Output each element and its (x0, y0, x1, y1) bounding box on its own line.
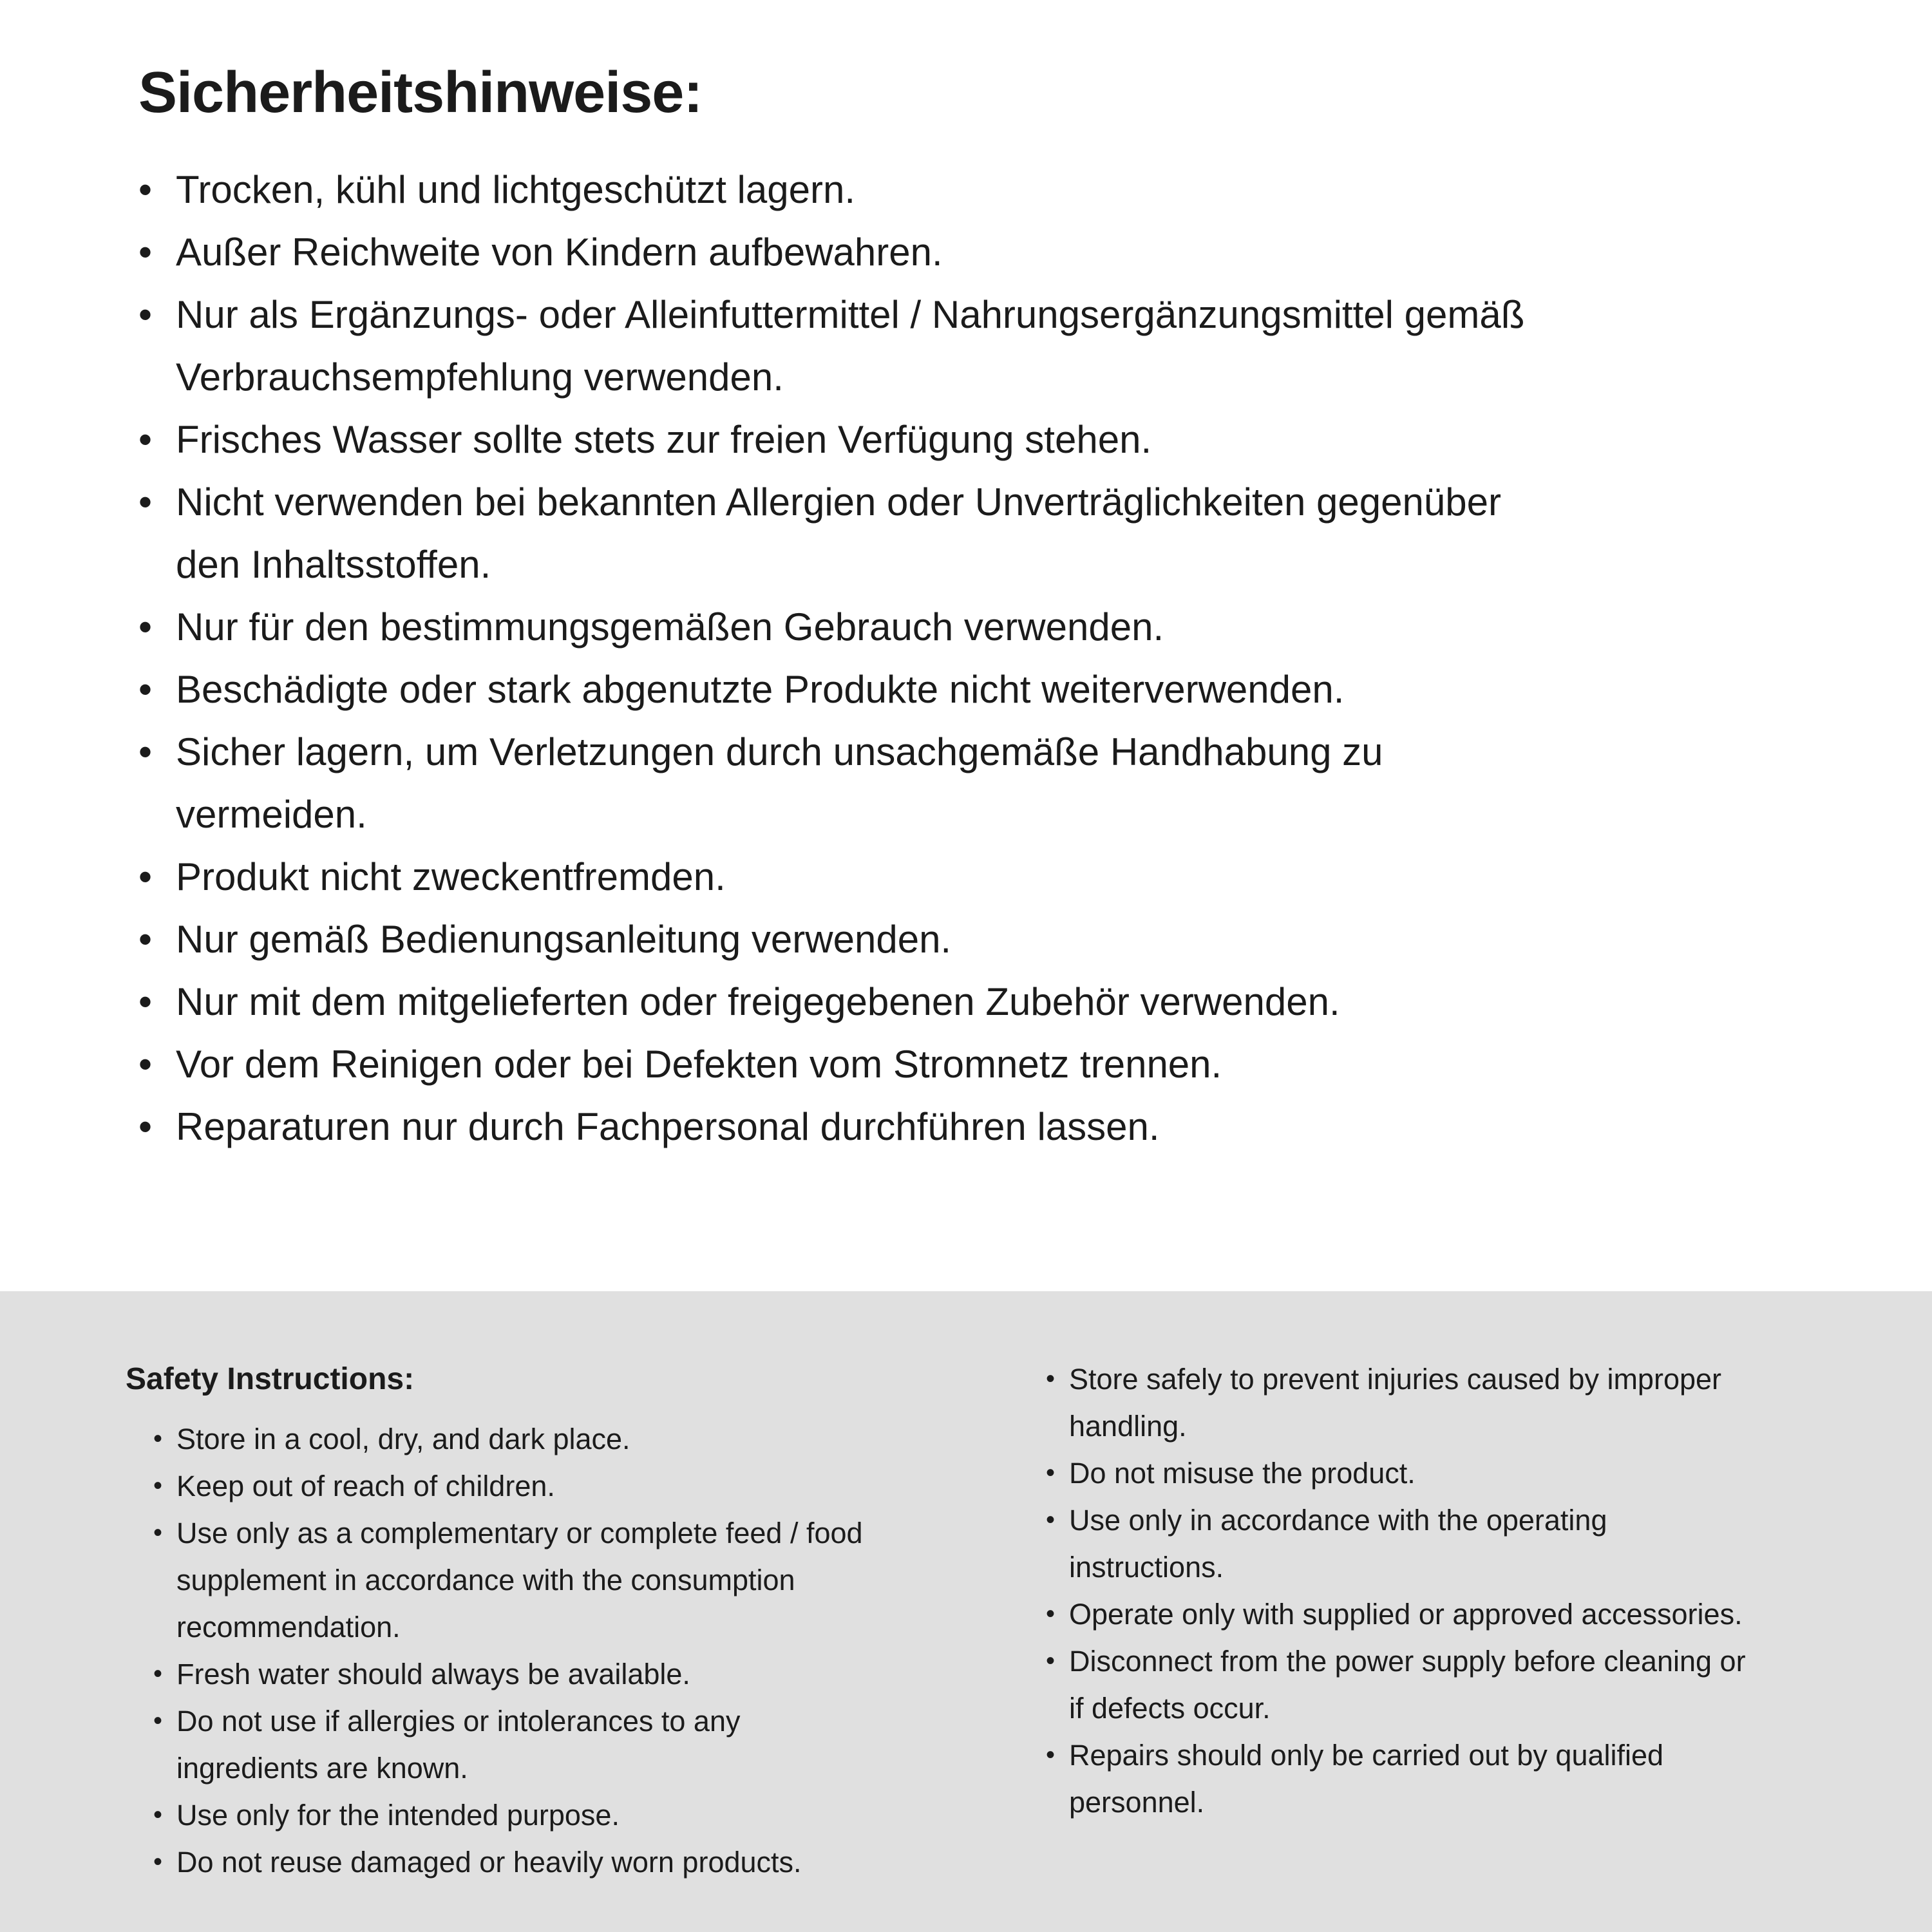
list-item: • Use only for the intended purpose. (151, 1792, 871, 1839)
english-section-heading: Safety Instructions: (126, 1362, 415, 1396)
list-item: • Sicher lagern, um Verletzungen durch unsachgemäße Handhabung zu vermeiden. (138, 721, 1562, 846)
list-item: • Beschädigte oder stark abgenutzte Produkte nicht weiterverwenden. (138, 658, 1562, 721)
list-item: • Do not use if allergies or intolerances to any ingredients are known. (151, 1698, 871, 1792)
list-item: • Keep out of reach of children. (151, 1463, 871, 1510)
english-safety-list-left (151, 1416, 871, 1886)
list-item: • Nur gemäß Bedienungsanleitung verwenden. (138, 908, 1562, 971)
list-item: • Nur als Ergänzungs- oder Alleinfuttermittel / Nahrungsergänzungsmittel gemäß Verbrauchsempfehlung verwenden. (138, 283, 1562, 408)
english-left-column (126, 1356, 863, 1932)
english-safety-section (0, 1291, 1932, 1932)
list-item: • Außer Reichweite von Kindern aufbewahren. (138, 221, 1562, 283)
list-item: • Operate only with supplied or approved accessories. (1043, 1591, 1752, 1638)
list-item: • Repairs should only be carried out by qualified personnel. (1043, 1732, 1752, 1826)
list-item: • Fresh water should always be available. (151, 1651, 871, 1698)
list-item: • Use only as a complementary or complete feed / food supplement in accordance with the consumption recommendation. (151, 1510, 871, 1651)
list-item: • Nur mit dem mitgelieferten oder freigegebenen Zubehör verwenden. (138, 971, 1562, 1033)
list-item: • Produkt nicht zweckentfremden. (138, 846, 1562, 908)
list-item: • Do not misuse the product. (1043, 1450, 1752, 1497)
english-right-column (1043, 1356, 1784, 1932)
list-item: • Store in a cool, dry, and dark place. (151, 1416, 871, 1463)
english-safety-list-right (1043, 1356, 1752, 1826)
list-item: • Disconnect from the power supply before cleaning or if defects occur. (1043, 1638, 1752, 1732)
list-item: • Store safely to prevent injuries caused by improper handling. (1043, 1356, 1752, 1450)
list-item: • Nur für den bestimmungsgemäßen Gebrauch verwenden. (138, 596, 1562, 658)
list-item: • Do not reuse damaged or heavily worn products. (151, 1839, 871, 1886)
list-item: • Use only in accordance with the operating instructions. (1043, 1497, 1752, 1591)
list-item: • Reparaturen nur durch Fachpersonal durchführen lassen. (138, 1095, 1562, 1158)
list-item: • Trocken, kühl und lichtgeschützt lagern. (138, 158, 1562, 221)
list-item: • Vor dem Reinigen oder bei Defekten vom Stromnetz trennen. (138, 1033, 1562, 1095)
list-item: • Frisches Wasser sollte stets zur freien Verfügung stehen. (138, 408, 1562, 471)
german-section-heading: Sicherheitshinweise: (138, 61, 703, 125)
german-safety-list (138, 158, 1562, 1158)
list-item: • Nicht verwenden bei bekannten Allergien oder Unverträglichkeiten gegenüber den Inhaltsstoffen. (138, 471, 1562, 596)
